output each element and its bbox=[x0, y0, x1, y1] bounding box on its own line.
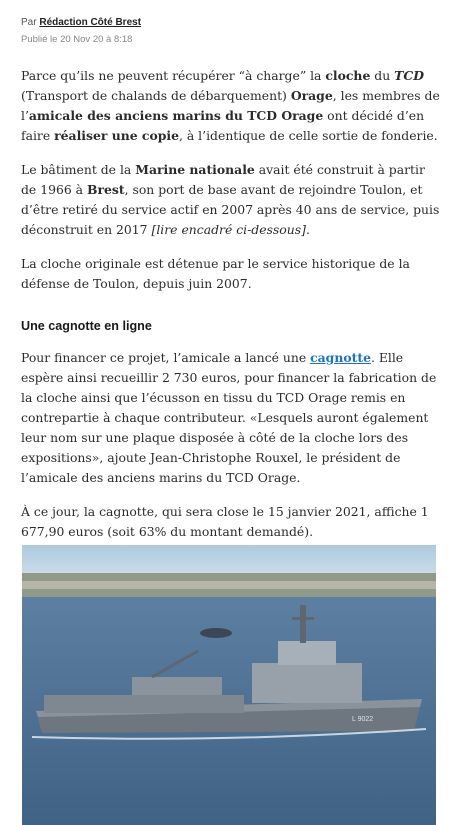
text-bold: amicale des anciens marins du TCD Orage bbox=[28, 108, 324, 123]
text: du bbox=[370, 68, 395, 83]
text-italic: [lire encadré ci-dessous] bbox=[151, 222, 306, 237]
text-bold: réaliser une copie bbox=[54, 128, 179, 143]
town-strip bbox=[22, 581, 436, 589]
text: ont décidé d’en faire bbox=[21, 108, 425, 143]
text: Parce qu’ils ne peuvent récupérer “à charge” la bbox=[21, 68, 326, 83]
well-deck bbox=[44, 695, 244, 713]
text: avait été construit à partir de 1966 à bbox=[21, 162, 425, 197]
text-bold: Marine nationale bbox=[135, 162, 255, 177]
text: . bbox=[305, 222, 310, 237]
rock-islet bbox=[200, 628, 232, 638]
paragraph-4 bbox=[21, 348, 441, 488]
paragraph-5: À ce jour, la cagnotte, qui sera close le 15 janvier 2021, affiche 1 677,90 euros (soit 63% du montant demandé). bbox=[21, 504, 429, 539]
ship-photo bbox=[22, 545, 436, 825]
text: , à l’identique de celle sortie de fonderie. bbox=[178, 128, 438, 143]
text: , son port de base avant de rejoindre Toulon, et d’être retiré du service actif en 2007 après 40 ans de service, puis déconstruit en 2017 bbox=[21, 182, 440, 237]
paragraph-1 bbox=[21, 66, 441, 146]
mast bbox=[300, 605, 306, 643]
ship-photo-svg bbox=[22, 545, 436, 825]
article-body bbox=[21, 66, 441, 556]
text: (Transport de chalands de débarquement) bbox=[21, 88, 291, 103]
author-link[interactable]: Rédaction Côté Brest bbox=[39, 17, 142, 28]
cagnotte-link[interactable]: cagnotte bbox=[310, 350, 371, 365]
deck-crane bbox=[132, 677, 222, 695]
text-bold: cloche bbox=[325, 68, 371, 83]
sky bbox=[22, 545, 436, 577]
byline bbox=[21, 17, 141, 28]
text: Le bâtiment de la bbox=[21, 162, 136, 177]
text-bold: Orage bbox=[290, 88, 333, 103]
text: Pour financer ce projet, l’amicale a lancé une bbox=[21, 350, 311, 365]
text: , les membres de l’ bbox=[21, 88, 440, 123]
text: . Elle espère ainsi recueillir 2 730 euros, pour financer la fabrication de la cloche ainsi que l’écusson en tissu du TCD Orage remis en contrepartie à chaque contributeur. «Lesquels auront également leur nom sur une plaque disposée à côté de la cloche lors des expositions», ajoute Jean-Christophe Rouxel, le président de l’amicale des anciens marins du TCD Orage. bbox=[21, 350, 437, 485]
bridge bbox=[278, 641, 336, 665]
paragraph-3: La cloche originale est détenue par le service historique de la défense de Toulon, depuis juin 2007. bbox=[21, 256, 410, 291]
text-bold-italic: TCD bbox=[394, 68, 424, 83]
byline-prefix: Par bbox=[21, 17, 37, 28]
section-heading: Une cagnotte en ligne bbox=[21, 319, 152, 333]
hull-number: L 9022 bbox=[352, 716, 374, 723]
published-date: Publié le 20 Nov 20 à 8:18 bbox=[21, 34, 133, 45]
superstructure bbox=[252, 663, 362, 703]
mast-yard bbox=[292, 617, 314, 620]
paragraph-2 bbox=[21, 160, 441, 240]
text-bold: Brest bbox=[87, 182, 125, 197]
